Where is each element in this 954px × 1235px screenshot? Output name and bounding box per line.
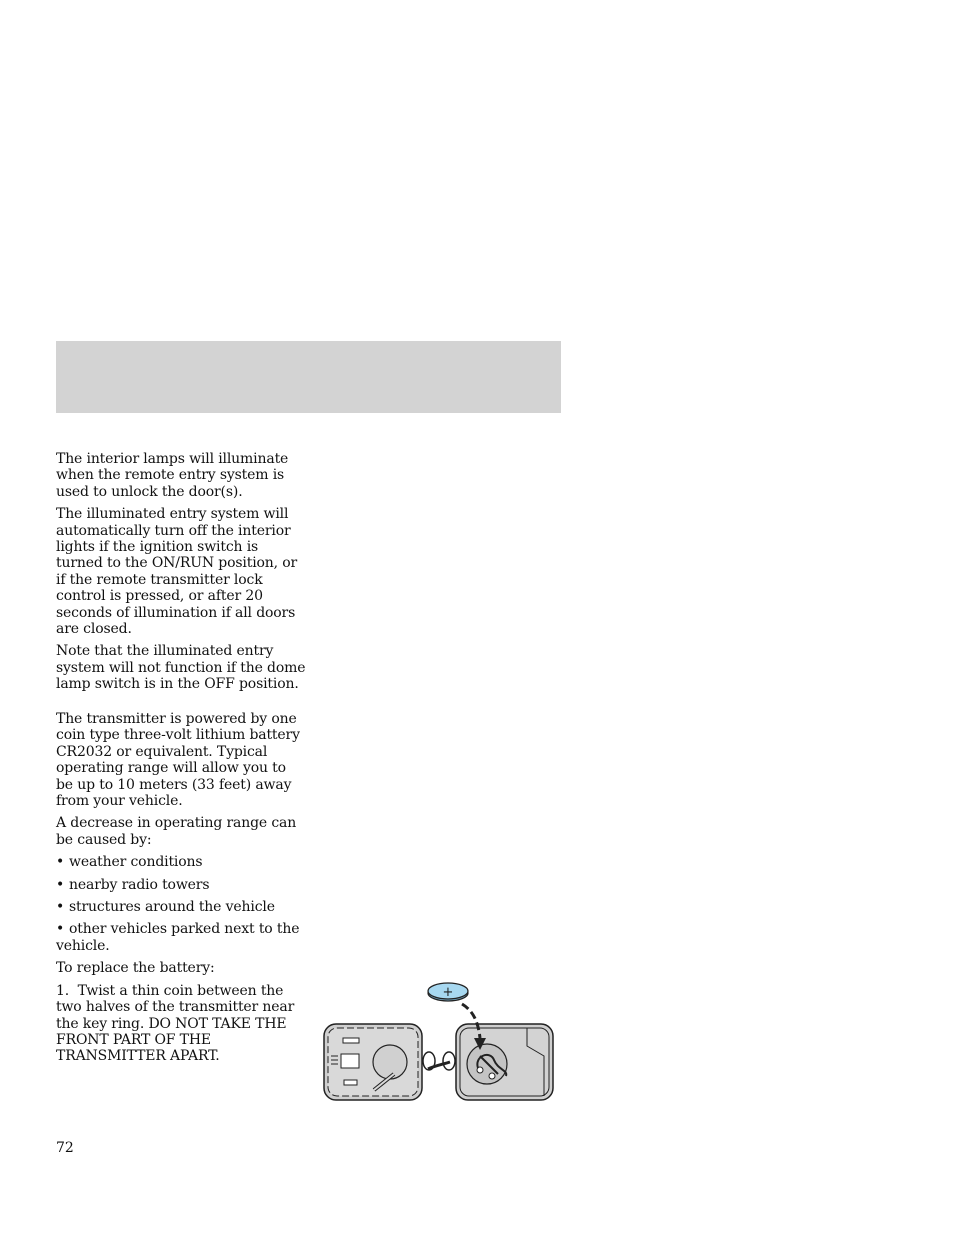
transmitter-back-half <box>324 1024 422 1100</box>
transmitter-front-half <box>456 1024 553 1100</box>
list-item: • other vehicles parked next to the vehicle. <box>56 921 300 954</box>
paragraph: The interior lamps will illuminate when the remote entry system is used to unlock the door(s). <box>56 451 289 500</box>
bullet-icon: • <box>56 921 65 938</box>
battery-plus-symbol: + <box>442 985 454 1000</box>
illuminated-entry-text <box>56 451 306 699</box>
list-item: • structures around the vehicle <box>56 899 275 916</box>
bullet-icon: • <box>56 876 65 893</box>
battery-replacement-text <box>56 711 306 1071</box>
paragraph: To replace the battery: <box>56 960 215 977</box>
bullet-icon: • <box>56 854 65 871</box>
coin-battery-icon <box>428 983 468 1001</box>
paragraph: Note that the illuminated entry system will not function if the dome lamp switch is in the OFF position. <box>56 643 306 693</box>
key-ring-icon <box>423 1052 455 1070</box>
paragraph: The transmitter is powered by one coin type three-volt lithium battery CR2032 or equivalent. Typical operating range will allow you to be up to 10 meters (33 feet) away from your vehicle. <box>56 711 300 810</box>
bullet-icon: • <box>56 899 65 916</box>
step-1: 1. Twist a thin coin between the two halves of the transmitter near the key ring. DO NOT TAKE THE FRONT PART OF THE TRANSMITTER APART. <box>56 982 295 1065</box>
list-item: • weather conditions <box>56 854 203 871</box>
list-item: • nearby radio towers <box>56 876 210 893</box>
page-number: 72 <box>56 1140 74 1156</box>
paragraph: A decrease in operating range can be caused by: <box>56 815 297 848</box>
transmitter-battery-illustration <box>322 980 556 1104</box>
paragraph: The illuminated entry system will automatically turn off the interior lights if the ignition switch is turned to the ON/RUN position, or if the remote transmitter lock control is pressed, or after 20 seconds of illumination if all doors are closed. <box>56 506 298 638</box>
section-header-band <box>56 341 561 413</box>
